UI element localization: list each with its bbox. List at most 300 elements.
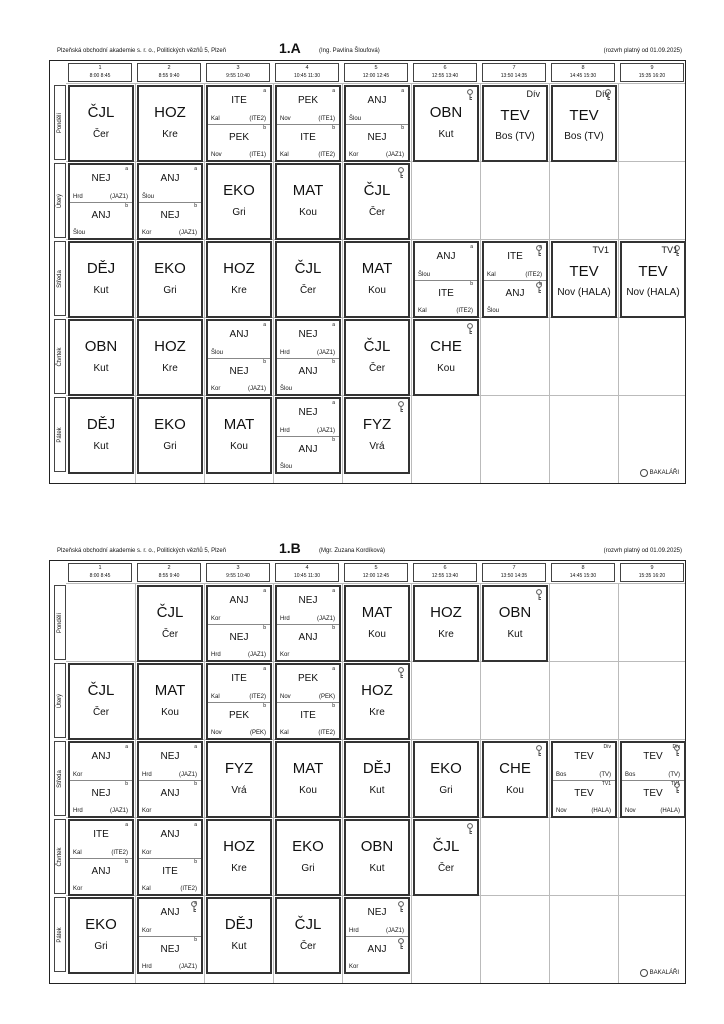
lesson-cell[interactable] [344, 319, 410, 396]
room-label: (PEK) [318, 693, 335, 700]
grid-line [204, 583, 205, 983]
logo-text: BAKALÁŘI [649, 470, 679, 476]
group-label: a [263, 88, 266, 94]
key-icon [466, 823, 474, 835]
subject-abbrev: ANJ [91, 209, 111, 221]
room-label: (JAZ1) [317, 615, 335, 622]
subject-abbrev: ITE [231, 95, 247, 106]
period-number: 7 [512, 565, 516, 571]
teacher-abbrev: Kor [142, 230, 152, 236]
room-label: (TV) [668, 771, 680, 778]
logo-icon [640, 469, 648, 477]
lesson-cell[interactable] [551, 241, 617, 318]
group-label: Dív [603, 744, 611, 750]
subject-abbrev: HOZ [430, 604, 462, 621]
day-name: Středa [57, 769, 63, 788]
teacher-room: Gri [94, 941, 108, 952]
lesson-cell[interactable] [344, 663, 410, 740]
lesson-cell[interactable] [68, 897, 134, 974]
period-header [68, 563, 132, 582]
timetable-grid [49, 560, 686, 984]
lesson-bot-half [553, 780, 615, 817]
lesson-top-half [139, 899, 201, 937]
teacher-room: Čer [92, 129, 110, 140]
lesson-cell[interactable] [68, 397, 134, 474]
key-icon [670, 780, 681, 794]
teacher-abbrev: Kal [142, 886, 151, 892]
group-label: a [194, 166, 197, 172]
subject-abbrev: DĚJ [362, 760, 392, 777]
period-time: 13:50 14:35 [500, 73, 528, 79]
lesson-cell[interactable] [413, 585, 479, 662]
group-label: Dív [526, 89, 540, 99]
period-time: 10:45 11:30 [293, 573, 321, 579]
subject-abbrev: ANJ [505, 287, 525, 299]
subject-abbrev: ANJ [298, 365, 318, 377]
teacher-abbrev: Nov [280, 693, 291, 700]
lesson-cell[interactable] [68, 663, 134, 740]
timetable-1a [49, 38, 686, 484]
teacher-abbrev: Kor [73, 886, 83, 892]
teacher-abbrev: Kor [142, 849, 152, 856]
school-name: Plzeňská obchodní akademie s. r. o., Politických vězňů 5, Plzeň [57, 548, 227, 554]
timetable-grid [49, 60, 686, 484]
teacher-abbrev: Šlou [73, 230, 86, 236]
lesson-cell[interactable] [344, 897, 410, 974]
teacher-room: Kou [299, 785, 317, 796]
lesson-top-half [346, 899, 408, 937]
logo-text: BAKALÁŘI [649, 970, 679, 976]
lesson-cell[interactable] [275, 585, 341, 662]
lesson-cell[interactable] [68, 163, 134, 240]
subject-abbrev: HOZ [223, 838, 255, 855]
subject-abbrev: ITE [231, 673, 247, 684]
lesson-cell[interactable] [206, 663, 272, 740]
lesson-cell[interactable] [275, 663, 341, 740]
group-label: a [263, 588, 266, 594]
room-label: (ITE1) [318, 115, 335, 122]
group-label: a [401, 88, 404, 94]
day-label [54, 241, 66, 316]
lesson-cell[interactable] [137, 397, 203, 474]
lesson-cell[interactable] [206, 85, 272, 162]
lesson-bot-half [70, 780, 132, 817]
lesson-cell[interactable] [275, 319, 341, 396]
teacher-room: Kre [438, 629, 454, 640]
lesson-cell[interactable] [620, 741, 686, 818]
room-label: (JAZ1) [386, 927, 404, 934]
teacher-abbrev: Kal [418, 308, 427, 314]
grid-line [273, 83, 274, 483]
group-label: b [194, 202, 197, 209]
subject-abbrev: ČJL [363, 182, 391, 199]
subject-abbrev: ANJ [436, 251, 456, 262]
lesson-cell[interactable] [275, 85, 341, 162]
grid-line [204, 83, 205, 483]
period-time: 9:55 10:40 [226, 573, 250, 579]
lesson-cell[interactable] [344, 163, 410, 240]
lesson-cell[interactable] [482, 241, 548, 318]
class-teacher: (Mgr. Zuzana Kordíková) [319, 548, 386, 554]
lesson-bot-half [208, 358, 270, 395]
period-header [344, 563, 408, 582]
grid-line [411, 83, 412, 483]
subject-abbrev: ČJL [87, 682, 115, 699]
group-label: b [194, 780, 197, 787]
room-label: (HALA) [591, 808, 611, 814]
teacher-room: Kou [161, 707, 179, 718]
subject-abbrev: CHE [430, 338, 462, 355]
teacher-abbrev: Hrd [142, 964, 152, 970]
lesson-cell[interactable] [413, 241, 479, 318]
grid-line [411, 583, 412, 983]
room-label: (JAZ1) [248, 652, 266, 658]
subject-abbrev: TEV [574, 751, 594, 762]
subject-abbrev: NEJ [229, 631, 249, 643]
group-label: a [125, 822, 128, 828]
lesson-top-half [346, 87, 408, 125]
subject-abbrev: TEV [643, 751, 663, 762]
lesson-cell[interactable] [275, 741, 341, 818]
teacher-abbrev: Kal [211, 115, 220, 122]
group-label: b [332, 124, 335, 131]
lesson-cell[interactable] [482, 585, 548, 662]
subject-abbrev: ČJL [294, 916, 322, 933]
period-number: 9 [650, 65, 654, 71]
subject-abbrev: ANJ [160, 829, 180, 840]
group-label: a [263, 666, 266, 672]
subject-abbrev: ČJL [294, 260, 322, 277]
lesson-cell[interactable] [206, 741, 272, 818]
subject-abbrev: TEV [638, 263, 668, 280]
lesson-cell[interactable] [206, 241, 272, 318]
room-label: (ITE2) [249, 115, 266, 122]
lesson-cell[interactable] [137, 663, 203, 740]
lesson-cell[interactable] [137, 741, 203, 818]
subject-abbrev: EKO [154, 416, 186, 433]
lesson-cell[interactable] [275, 819, 341, 896]
period-number: 1 [98, 565, 102, 571]
period-header [275, 63, 339, 82]
bakalari-logo [640, 969, 679, 977]
lesson-cell[interactable] [206, 163, 272, 240]
day-name: Pátek [57, 926, 63, 943]
period-time: 12:55 13:40 [431, 573, 459, 579]
lesson-cell[interactable] [137, 85, 203, 162]
lesson-cell[interactable] [68, 85, 134, 162]
period-time: 8:55 9:40 [158, 573, 180, 579]
teacher-abbrev: Kal [487, 271, 496, 278]
lesson-top-half [139, 743, 201, 781]
room-label: (JAZ1) [248, 386, 266, 392]
teacher-abbrev: Nov [211, 730, 222, 736]
group-label: a [194, 744, 197, 750]
day-name: Pondělí [57, 612, 63, 633]
group-label: b [125, 858, 128, 865]
room-label: (ITE2) [525, 271, 542, 278]
day-name: Čtvrtek [57, 846, 63, 867]
group-label: a [332, 588, 335, 594]
teacher-abbrev: Kal [211, 693, 220, 700]
subject-abbrev: MAT [292, 182, 324, 199]
lesson-cell[interactable] [68, 319, 134, 396]
teacher-abbrev: Šlou [211, 349, 224, 356]
period-number: 1 [98, 65, 102, 71]
timetable-1b [49, 538, 686, 984]
teacher-room: Bos (TV) [564, 131, 604, 142]
subject-abbrev: OBN [84, 338, 118, 355]
period-header [137, 563, 201, 582]
teacher-abbrev: Šlou [487, 308, 500, 314]
teacher-abbrev: Kor [280, 652, 290, 658]
teacher-abbrev: Nov [211, 152, 222, 158]
lesson-cell[interactable] [137, 819, 203, 896]
group-label: a [332, 666, 335, 672]
teacher-abbrev: Šlou [349, 115, 362, 122]
subject-abbrev: PEK [228, 709, 249, 721]
period-header [551, 63, 615, 82]
class-teacher: (Ing. Pavlína Šloufová) [319, 48, 380, 54]
teacher-room: Kre [231, 863, 247, 874]
lesson-cell[interactable] [344, 585, 410, 662]
day-name: Středa [57, 269, 63, 288]
lesson-cell[interactable] [413, 319, 479, 396]
period-number: 5 [374, 565, 378, 571]
lesson-top-half [70, 821, 132, 859]
subject-abbrev: NEJ [298, 329, 318, 340]
lesson-cell[interactable] [413, 741, 479, 818]
period-time: 8:00 8:45 [89, 573, 111, 579]
lesson-top-half [277, 87, 339, 125]
key-icon [466, 323, 474, 335]
subject-abbrev: NEJ [298, 407, 318, 418]
period-header [413, 63, 477, 82]
lesson-cell[interactable] [206, 585, 272, 662]
grid-line [66, 583, 685, 584]
room-label: (ITE2) [180, 886, 197, 892]
day-label [54, 897, 66, 972]
group-label: a [125, 744, 128, 750]
subject-abbrev: MAT [292, 760, 324, 777]
teacher-abbrev: Kor [73, 771, 83, 778]
group-label: b [332, 702, 335, 709]
period-number: 3 [236, 65, 240, 71]
lesson-cell[interactable] [206, 897, 272, 974]
lesson-bot-half [139, 202, 201, 239]
lesson-cell[interactable] [482, 741, 548, 818]
validity-note: (rozvrh platný od 01.09.2025) [603, 548, 682, 554]
room-label: (PEK) [249, 730, 266, 736]
day-label [54, 663, 66, 738]
subject-abbrev: ITE [300, 709, 316, 721]
subject-abbrev: ANJ [298, 631, 318, 643]
subject-abbrev: EKO [430, 760, 462, 777]
lesson-bot-half [70, 202, 132, 239]
lesson-cell[interactable] [68, 819, 134, 896]
lesson-top-half [70, 165, 132, 203]
teacher-abbrev: Kor [211, 386, 221, 392]
lesson-cell[interactable] [137, 585, 203, 662]
group-label: TV1 [592, 245, 609, 255]
subject-abbrev: EKO [154, 260, 186, 277]
subject-abbrev: NEJ [367, 907, 387, 918]
subject-abbrev: EKO [292, 838, 324, 855]
subject-abbrev: FYZ [362, 416, 392, 433]
lesson-cell[interactable] [344, 241, 410, 318]
teacher-room: Kou [368, 629, 386, 640]
subject-abbrev: OBN [360, 838, 394, 855]
subject-abbrev: FYZ [224, 760, 254, 777]
grid-line [66, 83, 685, 84]
lesson-cell[interactable] [137, 319, 203, 396]
lesson-cell[interactable] [344, 741, 410, 818]
teacher-room: Kut [93, 285, 109, 296]
teacher-abbrev: Hrd [211, 652, 221, 658]
teacher-room: Bos (TV) [495, 131, 535, 142]
lesson-cell[interactable] [620, 241, 686, 318]
subject-abbrev: NEJ [160, 943, 180, 955]
teacher-room: Kre [369, 707, 385, 718]
subject-abbrev: EKO [85, 916, 117, 933]
group-label: Dív [672, 744, 680, 750]
lesson-cell[interactable] [206, 397, 272, 474]
lesson-cell[interactable] [413, 819, 479, 896]
group-label: b [332, 436, 335, 443]
lesson-bot-half [346, 936, 408, 973]
lesson-cell[interactable] [482, 85, 548, 162]
grid-line [135, 583, 136, 983]
period-number: 4 [305, 65, 309, 71]
teacher-room: Kut [507, 629, 523, 640]
period-header [206, 563, 270, 582]
teacher-abbrev: Šlou [280, 386, 293, 392]
subject-abbrev: HOZ [361, 682, 393, 699]
lesson-bot-half [277, 702, 339, 739]
day-label [54, 741, 66, 816]
validity-note: (rozvrh platný od 01.09.2025) [603, 48, 682, 54]
subject-abbrev: TEV [643, 787, 663, 799]
period-header [482, 563, 546, 582]
lesson-cell[interactable] [413, 85, 479, 162]
lesson-bot-half [139, 858, 201, 895]
period-header [344, 63, 408, 82]
period-header [206, 63, 270, 82]
subject-abbrev: ANJ [367, 95, 387, 106]
teacher-abbrev: Hrd [142, 771, 152, 778]
lesson-cell[interactable] [68, 241, 134, 318]
teacher-abbrev: Šlou [280, 464, 293, 470]
lesson-cell[interactable] [206, 319, 272, 396]
teacher-abbrev: Kor [349, 964, 359, 970]
group-label: b [125, 202, 128, 209]
lesson-cell[interactable] [551, 741, 617, 818]
lesson-cell[interactable] [344, 85, 410, 162]
teacher-room: Nov (HALA) [557, 287, 611, 298]
lesson-cell[interactable] [551, 85, 617, 162]
teacher-abbrev: Nov [625, 808, 636, 814]
period-header [68, 63, 132, 82]
lesson-cell[interactable] [137, 897, 203, 974]
subject-abbrev: TEV [569, 263, 599, 280]
lesson-cell[interactable] [275, 397, 341, 474]
period-number: 9 [650, 565, 654, 571]
teacher-room: Kut [369, 785, 385, 796]
teacher-abbrev: Bos [556, 771, 567, 778]
teacher-room: Kou [230, 441, 248, 452]
grid-line [549, 583, 550, 983]
lesson-bot-half [277, 436, 339, 473]
day-label [54, 397, 66, 472]
key-icon [535, 589, 543, 601]
subject-abbrev: NEJ [91, 173, 111, 184]
teacher-room: Čer [92, 707, 110, 718]
lesson-cell[interactable] [344, 397, 410, 474]
subject-abbrev: NEJ [229, 365, 249, 377]
day-label [54, 163, 66, 238]
teacher-abbrev: Kal [280, 730, 289, 736]
lesson-bot-half [622, 780, 684, 817]
lesson-bot-half [277, 358, 339, 395]
lesson-top-half [277, 665, 339, 703]
subject-abbrev: MAT [361, 260, 393, 277]
teacher-room: Gri [163, 441, 177, 452]
lesson-top-half [208, 321, 270, 359]
bakalari-logo [640, 469, 679, 477]
subject-abbrev: MAT [361, 604, 393, 621]
subject-abbrev: ČJL [156, 604, 184, 621]
lesson-cell[interactable] [275, 897, 341, 974]
lesson-cell[interactable] [275, 163, 341, 240]
day-label [54, 585, 66, 660]
day-name: Pondělí [57, 112, 63, 133]
group-label: b [263, 624, 266, 631]
teacher-room: Čer [368, 207, 386, 218]
subject-abbrev: ANJ [91, 751, 111, 762]
group-label: a [539, 244, 542, 250]
period-header [413, 563, 477, 582]
group-label: Dív [595, 89, 609, 99]
key-icon [397, 667, 405, 679]
period-time: 8:00 8:45 [89, 73, 111, 79]
day-name: Úterý [57, 693, 63, 708]
teacher-abbrev: Kor [349, 152, 359, 158]
lesson-top-half [277, 399, 339, 437]
grid-line [342, 583, 343, 983]
lesson-cell[interactable] [68, 741, 134, 818]
key-icon [397, 167, 405, 179]
period-time: 8:55 9:40 [158, 73, 180, 79]
teacher-abbrev: Šlou [418, 271, 431, 278]
lesson-cell[interactable] [137, 163, 203, 240]
lesson-cell[interactable] [344, 819, 410, 896]
teacher-room: Gri [301, 863, 315, 874]
teacher-abbrev: Bos [625, 771, 636, 778]
subject-abbrev: NEJ [160, 751, 180, 762]
period-number: 6 [443, 565, 447, 571]
teacher-abbrev: Kal [73, 849, 82, 856]
group-label: TV1 [661, 245, 678, 255]
teacher-room: Vrá [369, 441, 385, 452]
teacher-abbrev: Hrd [73, 808, 83, 814]
room-label: (JAZ1) [179, 964, 197, 970]
lesson-cell[interactable] [206, 819, 272, 896]
lesson-bot-half [415, 280, 477, 317]
grid-line [480, 583, 481, 983]
group-label: a [332, 400, 335, 406]
lesson-cell[interactable] [137, 241, 203, 318]
lesson-top-half [277, 321, 339, 359]
lesson-cell[interactable] [275, 241, 341, 318]
